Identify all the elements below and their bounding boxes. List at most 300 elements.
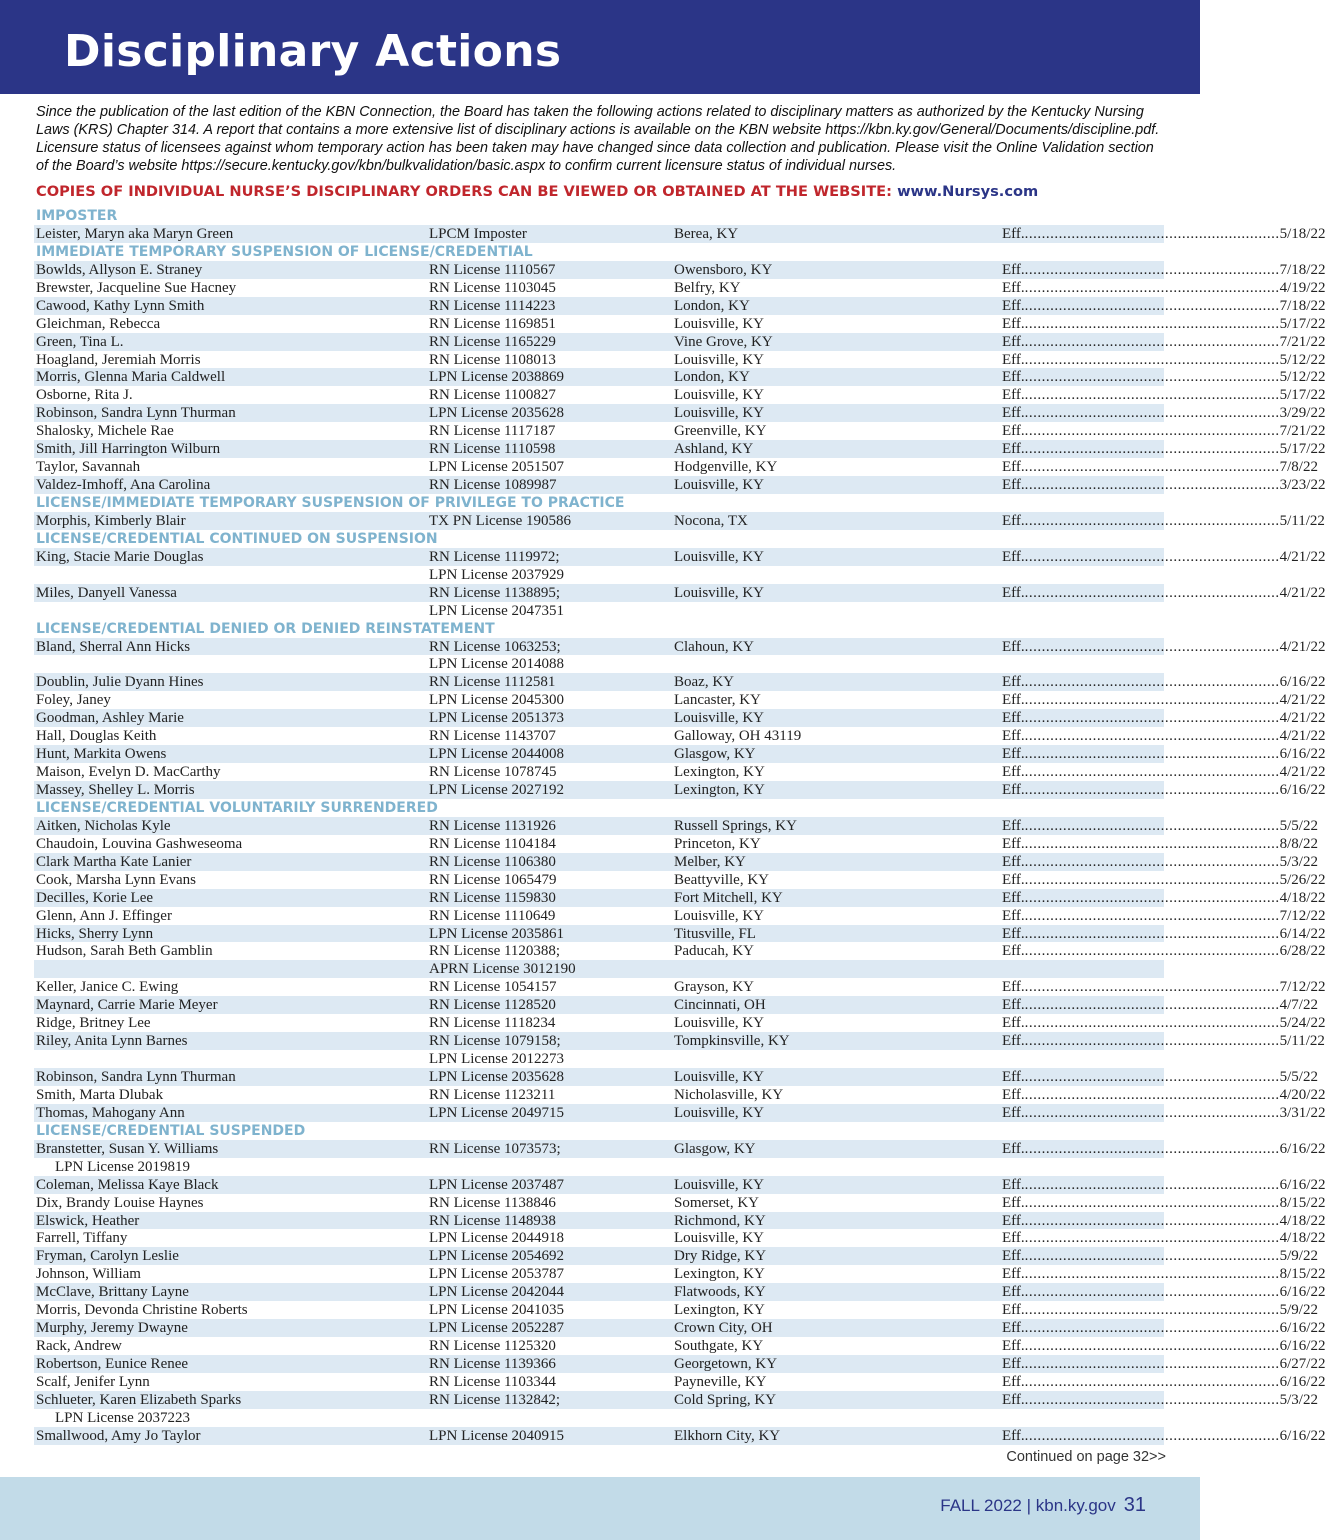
leader-dots: ............................................................ bbox=[1024, 369, 1280, 386]
effective-date: 6/16/22 bbox=[1279, 746, 1325, 763]
table-row bbox=[34, 1409, 1164, 1427]
table-row bbox=[34, 1247, 1318, 1265]
license-cell: LPN License 2041035 bbox=[429, 1302, 564, 1319]
table-row bbox=[34, 691, 1325, 709]
location-cell: Princeton, KY bbox=[674, 835, 761, 852]
name-cell: Riley, Anita Lynn Barnes bbox=[36, 1033, 188, 1050]
name-cell: Taylor, Savannah bbox=[36, 459, 141, 476]
leader-dots: ............................................................ bbox=[1024, 584, 1280, 601]
effective-date-cell bbox=[1002, 907, 1325, 925]
location-cell: Clahoun, KY bbox=[674, 638, 754, 655]
license-cell: RN License 1063253; bbox=[429, 638, 561, 655]
leader-dots: ............................................................ bbox=[1024, 889, 1280, 906]
license-cell: LPN License 2054692 bbox=[429, 1248, 564, 1265]
license-number-cell: LPN License 2037223 bbox=[55, 1409, 190, 1426]
leader-dots: ............................................................ bbox=[1024, 764, 1280, 781]
effective-date-cell bbox=[1002, 727, 1325, 745]
leader-dots: ............................................................ bbox=[1024, 1176, 1280, 1193]
name-cell: Robinson, Sandra Lynn Thurman bbox=[36, 1069, 236, 1085]
table-row bbox=[34, 1427, 1325, 1445]
name-cell: Doublin, Julie Dyann Hines bbox=[36, 674, 204, 691]
eff-label: Eff. bbox=[1002, 674, 1025, 691]
effective-date: 5/26/22 bbox=[1279, 871, 1325, 888]
license-cell: LPN License 2053787 bbox=[429, 1266, 564, 1283]
leader-dots: ............................................................ bbox=[1024, 351, 1280, 368]
name-cell: Farrell, Tiffany bbox=[36, 1230, 128, 1247]
name-cell: Maynard, Carrie Marie Meyer bbox=[36, 997, 218, 1014]
location-cell: Lexington, KY bbox=[674, 1302, 765, 1319]
license-cell: LPN License 2037929 bbox=[429, 566, 564, 583]
effective-date: 5/9/22 bbox=[1279, 1248, 1318, 1265]
eff-label: Eff. bbox=[1002, 261, 1025, 278]
section-heading: LICENSE/CREDENTIAL DENIED OR DENIED REINSTATEMENT bbox=[36, 620, 495, 637]
leader-dots: ............................................................ bbox=[1024, 1427, 1280, 1444]
section-heading: IMMEDIATE TEMPORARY SUSPENSION OF LICENSE/CREDENTIAL bbox=[36, 243, 533, 260]
effective-date: 6/14/22 bbox=[1279, 925, 1325, 942]
table-row bbox=[34, 1014, 1325, 1032]
license-cell: RN License 1132842; bbox=[429, 1391, 561, 1408]
license-cell: RN License 1073573; bbox=[429, 1140, 561, 1157]
location-cell: Lexington, KY bbox=[674, 764, 765, 781]
table-row bbox=[34, 440, 1325, 458]
name-cell: Hunt, Markita Owens bbox=[36, 746, 167, 763]
effective-date-cell bbox=[1002, 279, 1325, 297]
location-cell: Melber, KY bbox=[674, 853, 746, 870]
eff-label: Eff. bbox=[1002, 297, 1025, 314]
leader-dots: ............................................................ bbox=[1024, 1248, 1280, 1265]
location-cell: Owensboro, KY bbox=[674, 261, 773, 278]
leader-dots: ............................................................ bbox=[1024, 1194, 1280, 1211]
effective-date-cell bbox=[1002, 1301, 1318, 1319]
leader-dots: ............................................................ bbox=[1024, 835, 1280, 852]
license-cell: LPN License 2044918 bbox=[429, 1230, 564, 1247]
table-row bbox=[34, 1104, 1325, 1122]
name-cell: Scalf, Jenifer Lynn bbox=[36, 1373, 150, 1390]
license-cell: APRN License 3012190 bbox=[429, 961, 576, 978]
leader-dots: ............................................................ bbox=[1024, 1086, 1280, 1103]
effective-date: 4/21/22 bbox=[1279, 548, 1325, 565]
effective-date: 8/8/22 bbox=[1279, 835, 1318, 852]
effective-date-cell bbox=[1002, 1427, 1325, 1445]
effective-date: 4/7/22 bbox=[1279, 997, 1318, 1014]
effective-date-cell bbox=[1002, 333, 1325, 351]
location-cell: Louisville, KY bbox=[674, 1069, 764, 1085]
eff-label: Eff. bbox=[1002, 1230, 1025, 1247]
location-cell: London, KY bbox=[674, 369, 750, 386]
section-heading: LICENSE/IMMEDIATE TEMPORARY SUSPENSION OF PRIVILEGE TO PRACTICE bbox=[36, 495, 625, 511]
name-cell: Robertson, Eunice Renee bbox=[36, 1356, 189, 1372]
eff-label: Eff. bbox=[1002, 710, 1025, 727]
table-row bbox=[34, 1373, 1325, 1391]
location-cell: Beattyville, KY bbox=[674, 871, 769, 888]
name-cell: Cawood, Kathy Lynn Smith bbox=[36, 297, 205, 314]
name-cell: Murphy, Jeremy Dwayne bbox=[36, 1320, 188, 1337]
eff-label: Eff. bbox=[1002, 853, 1025, 870]
location-cell: Nicholasville, KY bbox=[674, 1086, 784, 1103]
eff-label: Eff. bbox=[1002, 279, 1025, 296]
eff-label: Eff. bbox=[1002, 728, 1025, 745]
effective-date-cell bbox=[1002, 853, 1318, 871]
location-cell: Grayson, KY bbox=[674, 979, 754, 996]
location-cell: Georgetown, KY bbox=[674, 1356, 778, 1372]
leader-dots: ............................................................ bbox=[1024, 817, 1280, 834]
eff-label: Eff. bbox=[1002, 1427, 1025, 1444]
location-cell: Lexington, KY bbox=[674, 782, 765, 798]
eff-label: Eff. bbox=[1002, 1212, 1025, 1229]
leader-dots: ............................................................ bbox=[1024, 853, 1280, 870]
eff-label: Eff. bbox=[1002, 1373, 1025, 1390]
effective-date: 4/21/22 bbox=[1279, 710, 1325, 727]
leader-dots: ............................................................ bbox=[1024, 1015, 1280, 1032]
effective-date: 8/15/22 bbox=[1279, 1194, 1325, 1211]
effective-date-cell bbox=[1002, 404, 1325, 422]
license-cell: LPN License 2035628 bbox=[429, 1069, 564, 1085]
name-cell: Clark Martha Kate Lanier bbox=[36, 853, 192, 870]
effective-date: 8/15/22 bbox=[1279, 1266, 1325, 1283]
name-cell: Green, Tina L. bbox=[36, 333, 124, 350]
location-cell: Louisville, KY bbox=[674, 1015, 764, 1032]
effective-date: 6/16/22 bbox=[1279, 674, 1325, 691]
license-cell: LPN License 2035628 bbox=[429, 405, 564, 422]
leader-dots: ............................................................ bbox=[1024, 405, 1280, 422]
table-row bbox=[34, 333, 1325, 351]
table-row bbox=[34, 817, 1318, 835]
eff-label: Eff. bbox=[1002, 459, 1025, 476]
table-row bbox=[34, 853, 1318, 871]
effective-date: 7/18/22 bbox=[1279, 261, 1325, 278]
leader-dots: ............................................................ bbox=[1024, 997, 1280, 1014]
location-cell: Hodgenville, KY bbox=[674, 459, 778, 476]
leader-dots: ............................................................ bbox=[1024, 1230, 1280, 1247]
leader-dots: ............................................................ bbox=[1024, 1284, 1280, 1301]
name-cell: Smith, Marta Dlubak bbox=[36, 1086, 164, 1103]
table-row bbox=[34, 297, 1325, 315]
effective-date-cell bbox=[1002, 422, 1325, 440]
eff-label: Eff. bbox=[1002, 1086, 1025, 1103]
license-cell: RN License 1139366 bbox=[429, 1356, 556, 1372]
location-cell: Glasgow, KY bbox=[674, 746, 756, 763]
effective-date: 6/16/22 bbox=[1279, 782, 1325, 798]
leader-dots: ............................................................ bbox=[1024, 225, 1280, 242]
effective-date-cell bbox=[1002, 1176, 1325, 1194]
effective-date: 6/16/22 bbox=[1279, 1427, 1325, 1444]
effective-date: 5/11/22 bbox=[1279, 512, 1325, 529]
table-row bbox=[34, 602, 1164, 620]
effective-date: 7/21/22 bbox=[1279, 423, 1325, 440]
effective-date-cell bbox=[1002, 225, 1325, 243]
intro-paragraph: Since the publication of the last edition of the KBN Connection, the Board has taken the following actions related to disciplinary matters as authorized by the Kentucky Nursing Laws (KRS) Chapter 314. A report that contains a more extensive list of disciplinary actions is available on the KBN website https://kbn.ky.gov/General/Documents/discipline.pdf. Licensure status of licensees against whom temporary action has been taken may have changed since data collection and publication. Please visit the Online Validation section of the Board’s website https://secure.kentucky.gov/kbn/bulkvalidation/basic.aspx to confirm current licensure status of individual nurses. bbox=[36, 104, 1160, 174]
eff-label: Eff. bbox=[1002, 423, 1025, 440]
table-row bbox=[34, 1032, 1325, 1050]
table-row bbox=[34, 978, 1325, 996]
table-row bbox=[34, 1391, 1318, 1409]
name-cell: Shalosky, Michele Rae bbox=[36, 423, 174, 440]
effective-date-cell bbox=[1002, 978, 1325, 996]
table-row bbox=[34, 781, 1325, 799]
effective-date: 3/23/22 bbox=[1279, 477, 1325, 494]
name-cell: Coleman, Melissa Kaye Black bbox=[36, 1176, 219, 1193]
name-cell: Morphis, Kimberly Blair bbox=[36, 512, 186, 529]
location-cell: Louisville, KY bbox=[674, 1176, 764, 1193]
location-cell: Louisville, KY bbox=[674, 584, 764, 601]
table-row bbox=[34, 1265, 1325, 1283]
leader-dots: ............................................................ bbox=[1024, 1373, 1280, 1390]
license-cell: RN License 1114223 bbox=[429, 297, 556, 314]
license-cell: RN License 1106380 bbox=[429, 853, 556, 870]
copies-notice-text: COPIES OF INDIVIDUAL NURSE’S DISCIPLINARY ORDERS CAN BE VIEWED OR OBTAINED AT THE WEBSITE: bbox=[36, 183, 892, 200]
eff-label: Eff. bbox=[1002, 405, 1025, 422]
table-row bbox=[34, 1050, 1164, 1068]
leader-dots: ............................................................ bbox=[1024, 674, 1280, 691]
license-cell: RN License 1110567 bbox=[429, 261, 556, 278]
effective-date-cell bbox=[1002, 871, 1325, 889]
effective-date-cell bbox=[1002, 817, 1318, 835]
eff-label: Eff. bbox=[1002, 638, 1025, 655]
nursys-link[interactable]: www.Nursys.com bbox=[897, 183, 1039, 200]
effective-date-cell bbox=[1002, 1104, 1325, 1122]
table-row bbox=[34, 960, 1164, 978]
name-cell: Morris, Glenna Maria Caldwell bbox=[36, 369, 226, 386]
eff-label: Eff. bbox=[1002, 943, 1025, 960]
license-cell: RN License 1079158; bbox=[429, 1033, 561, 1050]
location-cell: Louisville, KY bbox=[674, 477, 764, 494]
license-cell: LPN License 2042044 bbox=[429, 1284, 564, 1301]
effective-date: 4/19/22 bbox=[1279, 279, 1325, 296]
effective-date-cell bbox=[1002, 476, 1325, 494]
table-row bbox=[34, 351, 1325, 369]
location-cell: Greenville, KY bbox=[674, 423, 767, 440]
location-cell: Russell Springs, KY bbox=[674, 817, 797, 834]
effective-date: 5/5/22 bbox=[1279, 1069, 1318, 1085]
license-cell: RN License 1089987 bbox=[429, 477, 557, 494]
effective-date-cell bbox=[1002, 745, 1325, 763]
eff-label: Eff. bbox=[1002, 692, 1025, 709]
leader-dots: ............................................................ bbox=[1024, 512, 1280, 529]
name-cell: Hudson, Sarah Beth Gamblin bbox=[36, 943, 213, 960]
eff-label: Eff. bbox=[1002, 225, 1025, 242]
name-cell: Gleichman, Rebecca bbox=[36, 315, 161, 332]
effective-date: 5/11/22 bbox=[1279, 1033, 1325, 1050]
location-cell: Payneville, KY bbox=[674, 1373, 767, 1390]
name-cell: Valdez-Imhoff, Ana Carolina bbox=[36, 477, 211, 494]
license-cell: RN License 1119972; bbox=[429, 548, 560, 565]
location-cell: Titusville, FL bbox=[674, 925, 756, 942]
effective-date: 7/18/22 bbox=[1279, 297, 1325, 314]
effective-date: 7/8/22 bbox=[1279, 459, 1318, 476]
eff-label: Eff. bbox=[1002, 369, 1025, 386]
effective-date-cell bbox=[1002, 781, 1325, 799]
effective-date-cell bbox=[1002, 673, 1325, 691]
effective-date-cell bbox=[1002, 440, 1325, 458]
leader-dots: ............................................................ bbox=[1024, 1212, 1280, 1229]
location-cell: Louisville, KY bbox=[674, 315, 764, 332]
leader-dots: ............................................................ bbox=[1024, 710, 1280, 727]
license-cell: LPN License 2044008 bbox=[429, 746, 564, 763]
leader-dots: ............................................................ bbox=[1024, 746, 1280, 763]
license-cell: RN License 1103045 bbox=[429, 279, 556, 296]
effective-date-cell bbox=[1002, 1283, 1325, 1301]
eff-label: Eff. bbox=[1002, 351, 1025, 368]
location-cell: Vine Grove, KY bbox=[674, 333, 773, 350]
table-row bbox=[34, 279, 1325, 297]
table-row bbox=[34, 225, 1325, 243]
license-cell: RN License 1108013 bbox=[429, 351, 556, 368]
location-cell: Somerset, KY bbox=[674, 1194, 759, 1211]
license-cell: RN License 1117187 bbox=[429, 423, 556, 440]
name-cell: Cook, Marsha Lynn Evans bbox=[36, 871, 196, 888]
license-cell: RN License 1104184 bbox=[429, 835, 556, 852]
effective-date: 4/18/22 bbox=[1279, 1230, 1325, 1247]
table-row bbox=[34, 458, 1318, 476]
location-cell: Cold Spring, KY bbox=[674, 1391, 777, 1408]
license-cell: RN License 1159830 bbox=[429, 889, 556, 906]
effective-date-cell bbox=[1002, 458, 1318, 476]
eff-label: Eff. bbox=[1002, 441, 1025, 458]
effective-date-cell bbox=[1002, 1319, 1325, 1337]
effective-date-cell bbox=[1002, 297, 1325, 315]
effective-date: 6/16/22 bbox=[1279, 1373, 1325, 1390]
name-cell: Fryman, Carolyn Leslie bbox=[36, 1248, 179, 1265]
eff-label: Eff. bbox=[1002, 548, 1025, 565]
eff-label: Eff. bbox=[1002, 1356, 1025, 1372]
page-number: 31 bbox=[1123, 1494, 1146, 1516]
name-cell: Ridge, Britney Lee bbox=[36, 1015, 151, 1032]
location-cell: Louisville, KY bbox=[674, 1230, 764, 1247]
effective-date: 4/21/22 bbox=[1279, 764, 1325, 781]
location-cell: Louisville, KY bbox=[674, 548, 764, 565]
location-cell: Lexington, KY bbox=[674, 1266, 765, 1283]
table-row bbox=[34, 907, 1325, 925]
eff-label: Eff. bbox=[1002, 889, 1025, 906]
copies-notice bbox=[36, 181, 1176, 203]
page-title: Disciplinary Actions bbox=[64, 26, 562, 77]
footer-text bbox=[940, 1494, 1146, 1517]
name-cell: Hicks, Sherry Lynn bbox=[36, 925, 154, 942]
leader-dots: ............................................................ bbox=[1024, 782, 1280, 798]
name-cell: Bowlds, Allyson E. Straney bbox=[36, 261, 203, 278]
location-cell: Dry Ridge, KY bbox=[674, 1248, 767, 1265]
location-cell: Louisville, KY bbox=[674, 387, 764, 404]
eff-label: Eff. bbox=[1002, 584, 1025, 601]
table-row bbox=[34, 655, 1164, 673]
leader-dots: ............................................................ bbox=[1024, 279, 1280, 296]
name-cell: McClave, Brittany Layne bbox=[36, 1284, 189, 1301]
table-row bbox=[34, 566, 1164, 584]
effective-date-cell bbox=[1002, 942, 1325, 960]
name-cell: Keller, Janice C. Ewing bbox=[36, 979, 179, 996]
leader-dots: ............................................................ bbox=[1024, 548, 1280, 565]
table-row bbox=[34, 835, 1318, 853]
leader-dots: ............................................................ bbox=[1024, 1033, 1280, 1050]
name-cell: Smallwood, Amy Jo Taylor bbox=[36, 1427, 201, 1444]
effective-date-cell bbox=[1002, 386, 1325, 404]
table-row bbox=[34, 1086, 1325, 1104]
license-cell: LPN License 2051373 bbox=[429, 710, 564, 727]
disciplinary-actions-table bbox=[34, 207, 1325, 1445]
eff-label: Eff. bbox=[1002, 871, 1025, 888]
eff-label: Eff. bbox=[1002, 477, 1025, 494]
leader-dots: ............................................................ bbox=[1024, 387, 1280, 404]
name-cell: Rack, Andrew bbox=[36, 1338, 122, 1355]
license-cell: RN License 1148938 bbox=[429, 1212, 556, 1229]
footer-issue: FALL 2022 | kbn.ky.gov bbox=[940, 1496, 1116, 1515]
name-cell: Branstetter, Susan Y. Williams bbox=[36, 1140, 219, 1157]
location-cell: Richmond, KY bbox=[674, 1212, 766, 1229]
location-cell: Tompkinsville, KY bbox=[674, 1033, 790, 1050]
effective-date-cell bbox=[1002, 1086, 1325, 1104]
leader-dots: ............................................................ bbox=[1024, 1140, 1280, 1157]
leader-dots: ............................................................ bbox=[1024, 638, 1280, 655]
location-cell: London, KY bbox=[674, 297, 750, 314]
license-cell: LPN License 2049715 bbox=[429, 1104, 564, 1121]
eff-label: Eff. bbox=[1002, 315, 1025, 332]
eff-label: Eff. bbox=[1002, 925, 1025, 942]
effective-date-cell bbox=[1002, 584, 1325, 602]
effective-date-cell bbox=[1002, 1068, 1318, 1086]
effective-date: 4/18/22 bbox=[1279, 1212, 1325, 1229]
eff-label: Eff. bbox=[1002, 746, 1025, 763]
effective-date: 4/21/22 bbox=[1279, 584, 1325, 601]
eff-label: Eff. bbox=[1002, 907, 1025, 924]
name-cell: Dix, Brandy Louise Haynes bbox=[36, 1194, 204, 1211]
license-cell: RN License 1110598 bbox=[429, 441, 556, 458]
effective-date-cell bbox=[1002, 1265, 1325, 1283]
license-cell: RN License 1118234 bbox=[429, 1015, 556, 1032]
name-cell: Massey, Shelley L. Morris bbox=[36, 782, 195, 798]
effective-date-cell bbox=[1002, 1373, 1325, 1391]
section-heading: LICENSE/CREDENTIAL VOLUNTARILY SURRENDERED bbox=[36, 799, 438, 816]
license-cell: RN License 1078745 bbox=[429, 764, 557, 781]
name-cell: Miles, Danyell Vanessa bbox=[36, 584, 177, 601]
effective-date-cell bbox=[1002, 996, 1318, 1014]
name-cell: Maison, Evelyn D. MacCarthy bbox=[36, 764, 221, 781]
effective-date-cell bbox=[1002, 512, 1325, 530]
eff-label: Eff. bbox=[1002, 387, 1025, 404]
effective-date-cell bbox=[1002, 1014, 1325, 1032]
effective-date: 6/27/22 bbox=[1279, 1356, 1325, 1372]
leader-dots: ............................................................ bbox=[1024, 871, 1280, 888]
license-cell: RN License 1143707 bbox=[429, 728, 556, 745]
eff-label: Eff. bbox=[1002, 1391, 1025, 1408]
eff-label: Eff. bbox=[1002, 979, 1025, 996]
location-cell: Nocona, TX bbox=[674, 512, 748, 529]
table-row bbox=[34, 638, 1325, 656]
table-row bbox=[34, 315, 1325, 333]
license-cell: LPN License 2037487 bbox=[429, 1176, 564, 1193]
name-cell: Schlueter, Karen Elizabeth Sparks bbox=[36, 1391, 242, 1408]
leader-dots: ............................................................ bbox=[1024, 297, 1280, 314]
effective-date-cell bbox=[1002, 315, 1325, 333]
table-row bbox=[34, 1158, 1164, 1176]
leader-dots: ............................................................ bbox=[1024, 441, 1280, 458]
table-row bbox=[34, 925, 1325, 943]
eff-label: Eff. bbox=[1002, 1176, 1025, 1193]
leader-dots: ............................................................ bbox=[1024, 1266, 1280, 1283]
eff-label: Eff. bbox=[1002, 1248, 1025, 1265]
eff-label: Eff. bbox=[1002, 1302, 1025, 1319]
leader-dots: ............................................................ bbox=[1024, 1302, 1280, 1319]
eff-label: Eff. bbox=[1002, 1069, 1025, 1085]
table-row bbox=[34, 1337, 1325, 1355]
name-cell: Foley, Janey bbox=[36, 692, 111, 709]
license-cell: RN License 1103344 bbox=[429, 1373, 556, 1390]
table-row bbox=[34, 1140, 1325, 1158]
effective-date-cell bbox=[1002, 548, 1325, 566]
leader-dots: ............................................................ bbox=[1024, 943, 1280, 960]
license-number-cell: LPN License 2019819 bbox=[55, 1158, 190, 1175]
effective-date-cell bbox=[1002, 1194, 1325, 1212]
eff-label: Eff. bbox=[1002, 1140, 1025, 1157]
